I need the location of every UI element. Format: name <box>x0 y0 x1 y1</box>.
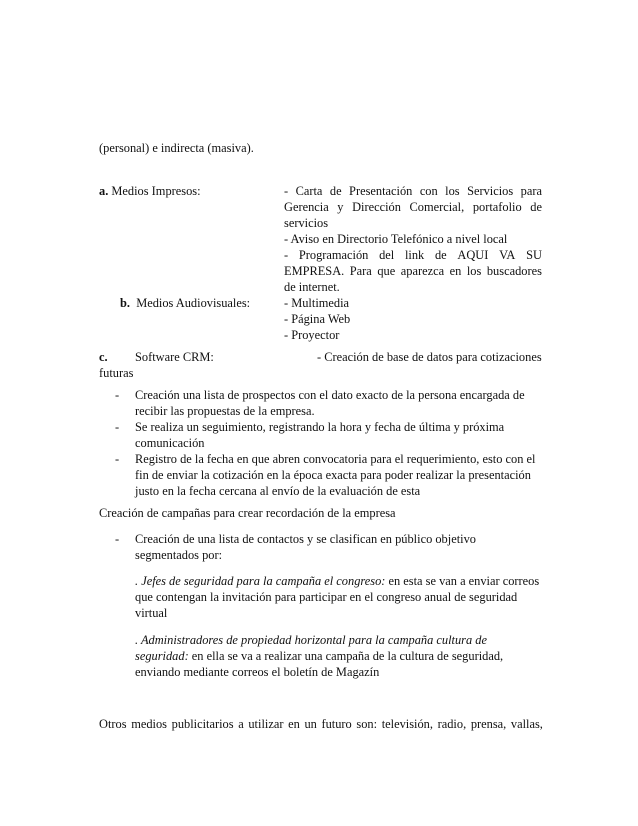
section-b-item-3: - Proyector <box>284 328 340 342</box>
segment-2-title-1: . Administradores de propiedad horizontal para la campaña cultura de <box>135 633 487 647</box>
word: de <box>329 184 342 198</box>
segment-1-rest: en esta se van a enviar correos <box>385 574 540 588</box>
campaign-bullet-dash: - <box>115 532 120 546</box>
word: de <box>434 248 447 262</box>
word: AQUI <box>457 248 489 262</box>
section-b-label: Medios Audiovisuales: <box>136 296 251 310</box>
crm-bullet-3-line-3: justo en la fecha cercana al envío de la evaluación de esta <box>135 484 421 498</box>
word: link <box>404 248 425 262</box>
crm-bullet-2-line-1: Se realiza un seguimiento, registrando la hora y fecha de última y próxima <box>135 420 505 434</box>
word: Para <box>349 264 372 278</box>
word: aparezca <box>400 264 445 278</box>
crm-bullet-1-line-1: Creación una lista de prospectos con el dato exacto de la persona encargada de <box>135 388 525 402</box>
word: utilizar <box>248 717 284 731</box>
word: y <box>337 200 344 214</box>
segment-1-line-2: que contengan la invitación para participar en el congreso anual de seguridad <box>135 590 518 604</box>
word: futuro <box>321 717 352 731</box>
crm-bullet-3-line-1: Registro de la fecha en que abren convocatoria para el requerimiento, esto con el <box>135 452 536 466</box>
section-c-label: Software CRM: <box>135 350 214 364</box>
word: los <box>466 264 482 278</box>
crm-bullet-1-dash: - <box>115 388 120 402</box>
word: con <box>419 184 438 198</box>
segment-2-line-3: enviando mediante correos el boletín de Magazín <box>135 665 380 679</box>
section-a-line-3: servicios <box>284 216 329 230</box>
section-c-item: - Creación de base de datos para cotizaciones <box>317 350 542 364</box>
word: televisión, <box>381 717 433 731</box>
word: medios <box>131 717 167 731</box>
word: los <box>445 184 460 198</box>
closing-line <box>99 716 543 732</box>
segment-1-line-1 <box>135 573 539 589</box>
section-b-item-2: - Página Web <box>284 312 351 326</box>
word: EMPRESA. <box>284 264 345 278</box>
word: Dirección <box>352 200 401 214</box>
word: de <box>530 200 542 214</box>
word: Otros <box>99 717 127 731</box>
segment-2-line-2 <box>135 648 503 664</box>
word: Programación <box>298 248 369 262</box>
intro-line: (personal) e indirecta (masiva). <box>99 141 254 155</box>
word: buscadores <box>486 264 542 278</box>
section-a-line-7: de internet. <box>284 280 340 294</box>
word: un <box>304 717 317 731</box>
crm-bullet-3-line-2: fin de enviar la cotización en la época exacta para poder realizar la presentación <box>135 468 531 482</box>
crm-bullet-3-dash: - <box>115 452 120 466</box>
section-a-marker: a. <box>99 184 109 198</box>
crm-bullet-2-dash: - <box>115 420 120 434</box>
segment-1-line-3: virtual <box>135 606 168 620</box>
word: para <box>520 184 542 198</box>
segment-1-title: . Jefes de seguridad para la campaña el congreso: <box>135 574 386 588</box>
section-c-wrap: futuras <box>99 366 134 380</box>
word: publicitarios <box>171 717 234 731</box>
crm-bullet-1-line-2: recibir las propuestas de la empresa. <box>135 404 315 418</box>
segment-2-title-line-1 <box>135 632 487 648</box>
section-a-line-2 <box>284 199 542 215</box>
word: prensa, <box>470 717 507 731</box>
section-a-line-1 <box>284 183 542 199</box>
section-a-label: Medios Impresos: <box>111 184 201 198</box>
section-b-marker: b. <box>120 296 130 310</box>
word: a <box>238 717 244 731</box>
word: radio, <box>437 717 467 731</box>
section-c-marker <box>99 349 108 365</box>
word: Presentación <box>349 184 413 198</box>
word: que <box>377 264 396 278</box>
word: son: <box>356 717 378 731</box>
campaign-bullet-line-2: segmentados por: <box>135 548 223 562</box>
word: del <box>379 248 395 262</box>
segment-2-rest: en ella se va a realizar una campaña de la cultura de seguridad, <box>188 649 504 663</box>
word: portafolio <box>472 200 522 214</box>
section-a-line-6 <box>284 263 542 279</box>
section-b-item-1: - Multimedia <box>284 296 350 310</box>
section-a-line-4: - Aviso en Directorio Telefónico a nivel local <box>284 232 508 246</box>
campaign-bullet-line-1: Creación de una lista de contactos y se clasifican en público objetivo <box>135 532 476 546</box>
segment-2-title-2: seguridad: <box>135 649 189 663</box>
crm-bullet-2-line-2: comunicación <box>135 436 205 450</box>
word: Servicios <box>467 184 514 198</box>
word: en <box>288 717 300 731</box>
word: en <box>449 264 462 278</box>
word: Gerencia <box>284 200 329 214</box>
word: VA <box>499 248 516 262</box>
word: Comercial, <box>409 200 465 214</box>
word: - <box>284 184 289 198</box>
word: SU <box>526 248 542 262</box>
section-a-heading <box>99 183 201 199</box>
section-c-marker-text: c. <box>99 350 108 364</box>
word: - <box>284 248 289 262</box>
word: vallas, <box>510 717 543 731</box>
campaigns-heading: Creación de campañas para crear recordación de la empresa <box>99 506 396 520</box>
section-b-heading <box>120 295 250 311</box>
section-a-line-5 <box>284 247 542 263</box>
word: Carta <box>295 184 323 198</box>
